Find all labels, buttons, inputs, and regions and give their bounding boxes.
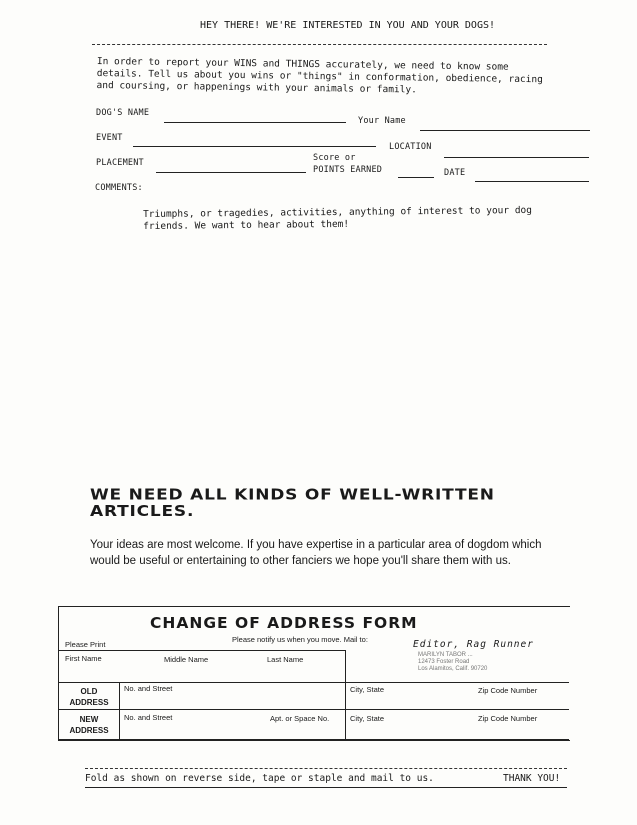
- old-address-word: ADDRESS: [69, 698, 109, 707]
- event-label: EVENT: [96, 133, 123, 143]
- articles-headline: WE NEED ALL KINDS OF WELL-WRITTEN ARTICLES.: [90, 486, 495, 521]
- comments-label: COMMENTS:: [95, 183, 143, 193]
- notify-text: Please notify us when you move. Mail to:: [232, 635, 368, 644]
- label-column-divider: [119, 682, 120, 739]
- date-field[interactable]: [475, 181, 589, 182]
- footer-bottom-rule: [85, 787, 567, 788]
- mail-address-line-1: MARILYN TABOR ...: [418, 652, 473, 658]
- event-field[interactable]: [133, 146, 376, 147]
- new-address-word: ADDRESS: [69, 726, 109, 735]
- city-column-divider: [345, 682, 346, 739]
- apt-label: Apt. or Space No.: [270, 714, 330, 723]
- please-print-label: Please Print: [65, 640, 106, 649]
- old-zip-label: Zip Code Number: [478, 686, 538, 695]
- new-street-input[interactable]: [122, 723, 342, 737]
- fold-rule: [85, 768, 567, 769]
- old-street-label: No. and Street: [124, 684, 173, 693]
- name-input-area[interactable]: [60, 664, 343, 682]
- old-address-label: [60, 686, 118, 708]
- name-row-top-rule: [58, 650, 345, 651]
- new-city-input[interactable]: [348, 723, 566, 737]
- old-city-label: City, State: [350, 685, 385, 694]
- new-street-label: No. and Street: [124, 713, 173, 722]
- old-street-input[interactable]: [122, 694, 342, 708]
- points-earned-label: POINTS EARNED: [313, 165, 383, 175]
- form-bottom-rule: [58, 739, 569, 740]
- placement-field[interactable]: [156, 172, 306, 173]
- new-label: NEW: [79, 715, 99, 724]
- first-name-label: First Name: [65, 654, 102, 663]
- old-label: OLD: [80, 687, 98, 696]
- comments-prompt: Triumphs, or tragedies, activities, anything of interest to your dog friends. We want to hear about them!: [143, 204, 533, 232]
- mail-address-line-2: 12473 Foster Road: [418, 659, 470, 665]
- mail-to-editor: Editor, Rag Runner: [413, 639, 534, 650]
- points-field[interactable]: [398, 177, 434, 178]
- form-title: HEY THERE! WE'RE INTERESTED IN YOU AND YOUR DOGS!: [200, 20, 496, 31]
- old-city-input[interactable]: [348, 696, 566, 708]
- fold-instructions: Fold as shown on reverse side, tape or staple and mail to us.: [85, 773, 434, 784]
- your-name-label: Your Name: [358, 116, 406, 126]
- location-label: LOCATION: [389, 142, 432, 152]
- location-field[interactable]: [444, 157, 589, 158]
- placement-label: PLACEMENT: [96, 158, 144, 168]
- title-rule: [92, 44, 547, 45]
- date-label: DATE: [444, 168, 466, 178]
- intro-text: In order to report your WINS and THINGS accurately, we need to know some details. Tell us about you wins or "things" in conformation, obedience, racing and coursing, or happenings with your animals or family.: [96, 56, 543, 96]
- old-row-top-rule: [58, 682, 569, 683]
- middle-name-label: Middle Name: [164, 655, 209, 664]
- change-of-address-title: CHANGE OF ADDRESS FORM: [150, 614, 418, 632]
- new-city-label: City, State: [350, 714, 385, 723]
- mail-address-line-3: Los Alamitos, Calif. 90720: [418, 666, 488, 672]
- score-or-label: Score or: [313, 153, 356, 163]
- last-name-label: Last Name: [267, 655, 304, 664]
- new-row-top-rule: [58, 709, 569, 710]
- new-zip-label: Zip Code Number: [478, 714, 538, 723]
- name-row-divider: [345, 650, 346, 684]
- dogs-name-field[interactable]: [164, 122, 346, 123]
- new-address-label: [60, 714, 118, 736]
- articles-body: Your ideas are most welcome. If you have expertise in a particular area of dogdom which would be useful or entertaining to other fanciers we hope you'll share them with us.: [90, 539, 542, 567]
- thank-you: THANK YOU!: [503, 773, 561, 784]
- your-name-field[interactable]: [420, 130, 590, 131]
- dogs-name-label: DOG'S NAME: [96, 108, 150, 118]
